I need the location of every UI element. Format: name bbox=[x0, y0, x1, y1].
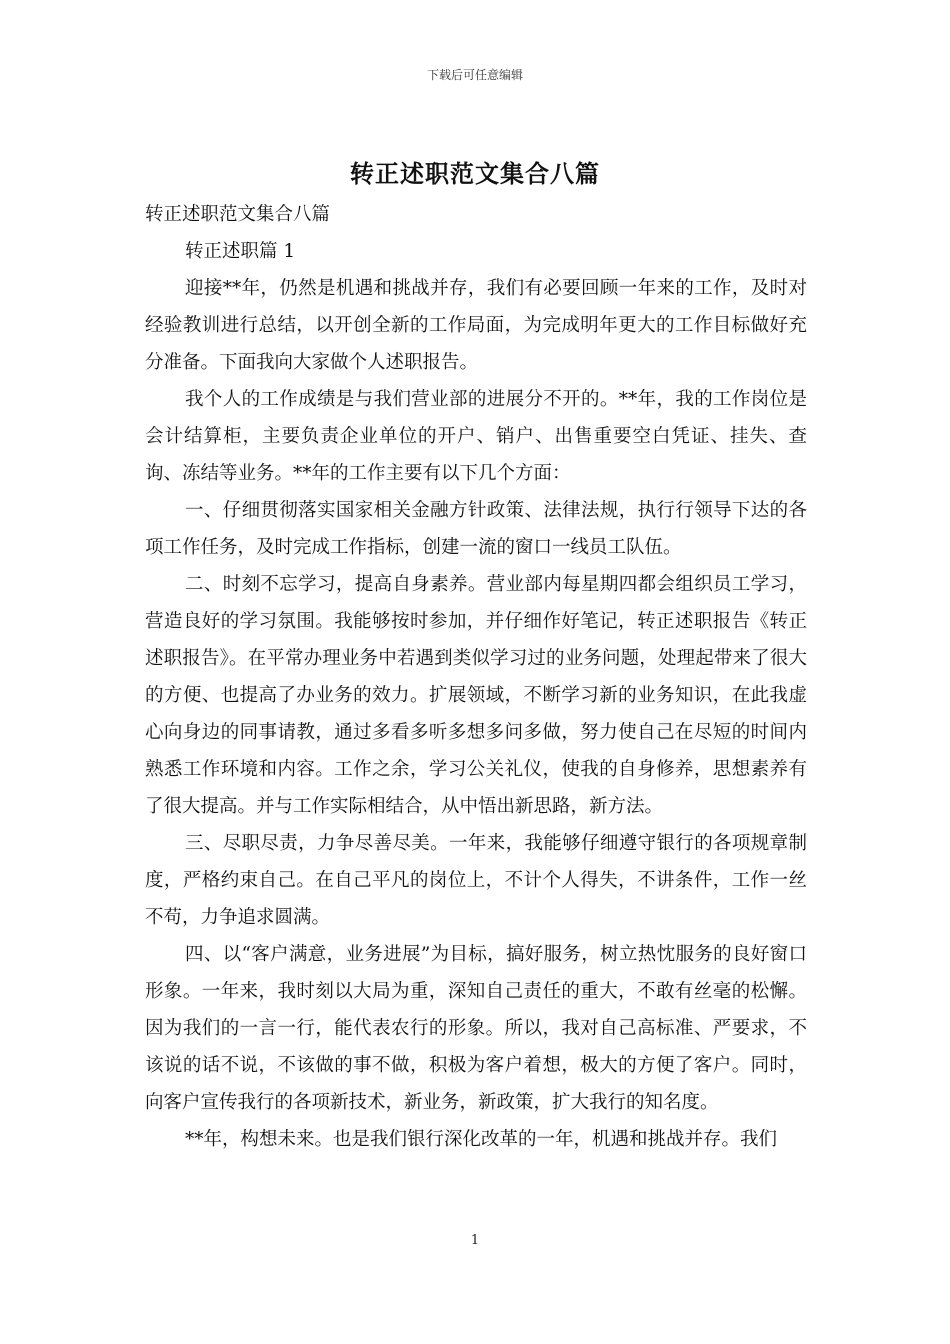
paragraph-outlook: **年，构想未来。也是我们银行深化改革的一年，机遇和挑战并存。我们 bbox=[185, 1129, 778, 1150]
header-note: 下载后可任意编辑 bbox=[426, 68, 523, 82]
paragraph-point-4: 四、以“客户满意，业务进展”为目标，搞好服务，树立热忱服务的良好窗口形象。一年来，我时刻以大局为重，深知自己责任的重大，不敢有丝毫的松懈。因为我们的一言一行，能代表农行的形象。所以，我对自己高标准、严要求，不该说的话不说，不该做的事不做，积极为客户着想，极大的方便了客户。同时，向客户宣传我行的各项新技术，新业务，新政策，扩大我行的知名度。 bbox=[145, 944, 807, 1113]
paragraph-point-1: 一、仔细贯彻落实国家相关金融方针政策、法律法规，执行行领导下达的各项工作任务，及时完成工作指标，创建一流的窗口一线员工队伍。 bbox=[145, 500, 807, 558]
paragraph-role: 我个人的工作成绩是与我们营业部的进展分不开的。**年，我的工作岗位是会计结算柜，主要负责企业单位的开户、销户、出售重要空白凭证、挂失、查询、冻结等业务。**年的工作主要有以下几个方面： bbox=[145, 389, 807, 484]
document-body bbox=[145, 196, 807, 1158]
paragraph-point-3: 三、尽职尽责，力争尽善尽美。一年来，我能够仔细遵守银行的各项规章制度，严格约束自己。在自己平凡的岗位上，不计个人得失，不讲条件，工作一丝不苟，力争追求圆满。 bbox=[145, 833, 807, 928]
section-heading: 转正述职篇 1 bbox=[185, 241, 296, 262]
document-title: 转正述职范文集合八篇 bbox=[350, 159, 600, 188]
document-subtitle: 转正述职范文集合八篇 bbox=[145, 204, 331, 225]
page-number: 1 bbox=[470, 1233, 480, 1248]
paragraph-intro: 迎接**年，仍然是机遇和挑战并存，我们有必要回顾一年来的工作，及时对经验教训进行总结，以开创全新的工作局面，为完成明年更大的工作目标做好充分准备。下面我向大家做个人述职报告。 bbox=[145, 278, 807, 373]
paragraph-point-2: 二、时刻不忘学习，提高自身素养。营业部内每星期四都会组织员工学习，营造良好的学习氛围。我能够按时参加，并仔细作好笔记，转正述职报告《转正述职报告》。在平常办理业务中若遇到类似学习过的业务问题，处理起带来了很大的方便、也提高了办业务的效力。扩展领域，不断学习新的业务知识，在此我虚心向身边的同事请教，通过多看多听多想多问多做，努力使自己在尽短的时间内熟悉工作环境和内容。工作之余，学习公关礼仪，使我的自身修养，思想素养有了很大提高。并与工作实际相结合，从中悟出新思路，新方法。 bbox=[145, 574, 807, 817]
